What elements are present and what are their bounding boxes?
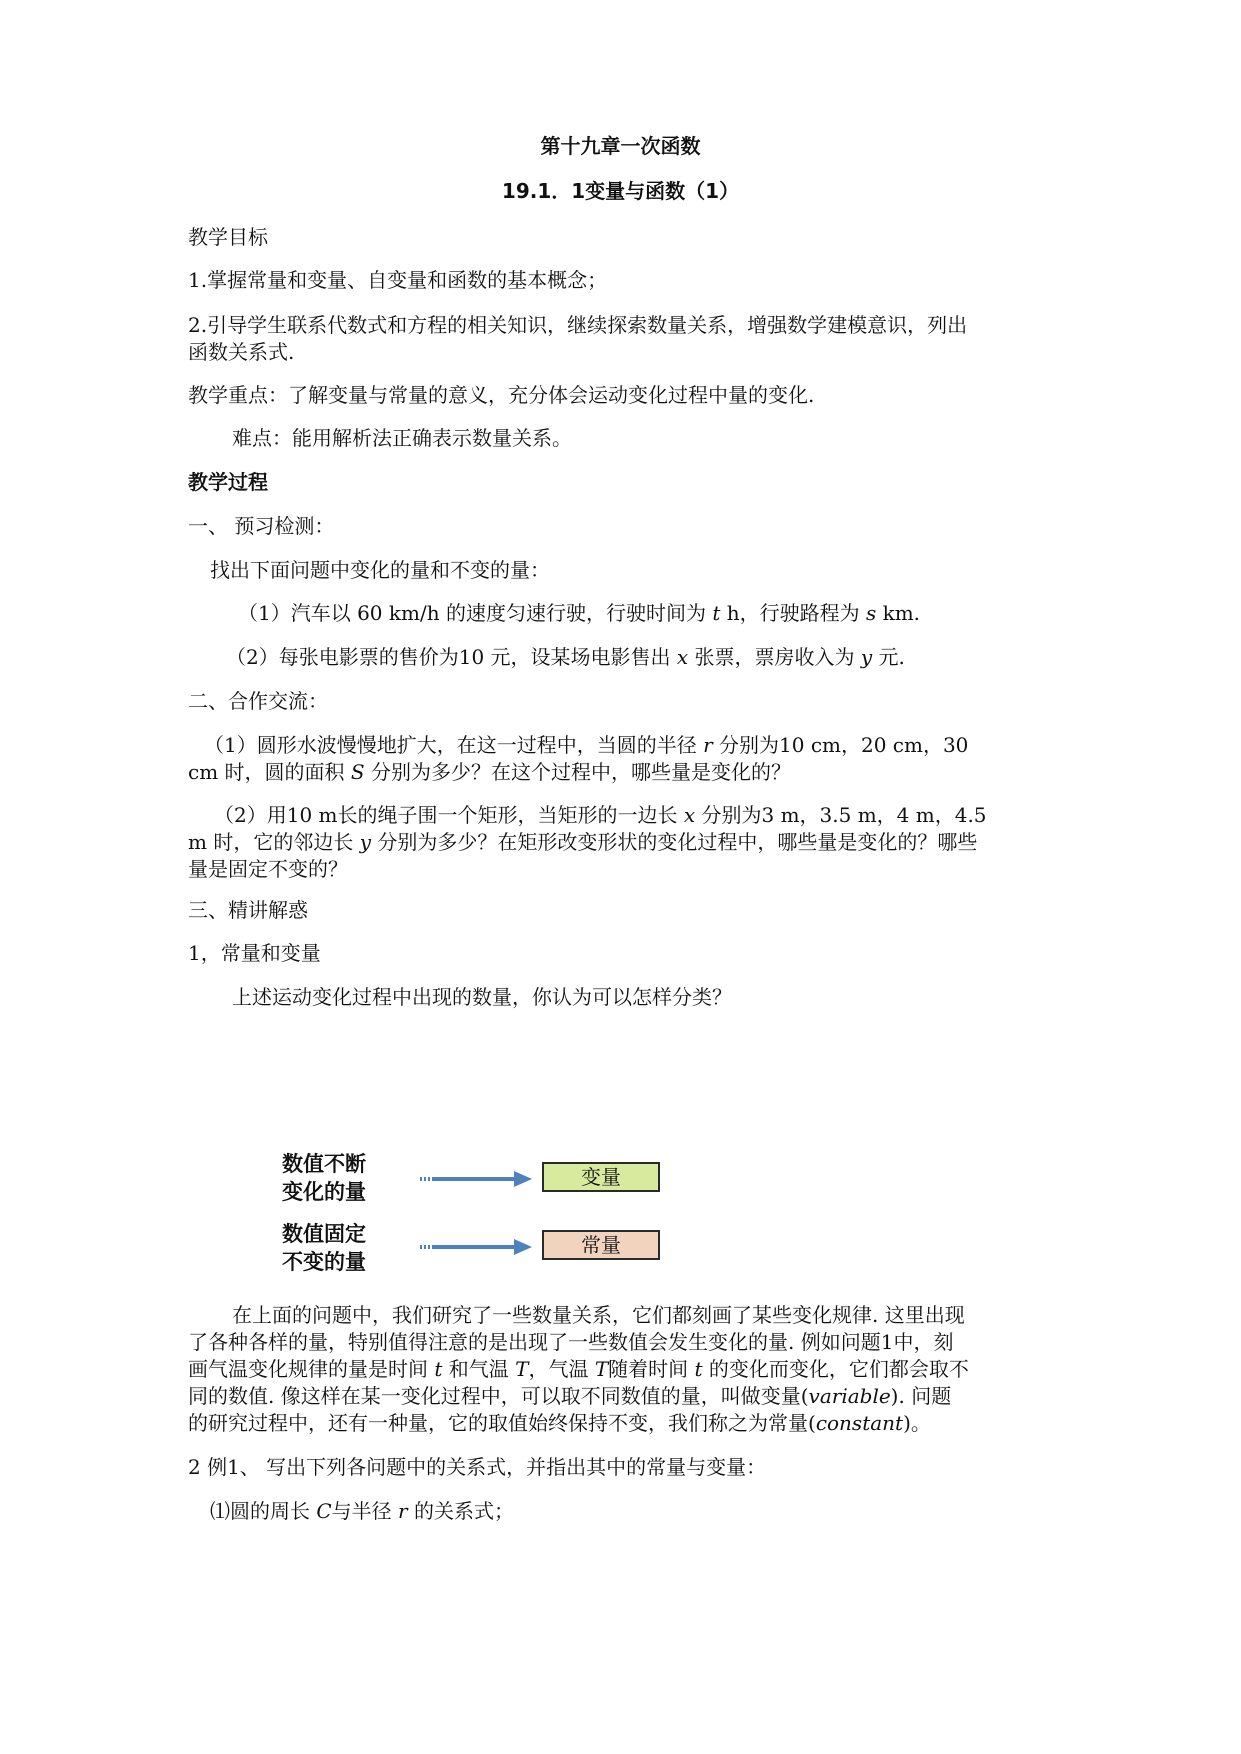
sub1-heading: 1，常量和变量 <box>188 941 321 965</box>
part2-question-2-line2: m 时，它的邻边长 y 分别为多少？在矩形改变形状的变化过程中，哪些量是变化的？哪些 <box>188 830 978 854</box>
part2-heading: 二、合作交流： <box>188 689 328 713</box>
key-point: 教学重点：了解变量与常量的意义，充分体会运动变化过程中量的变化. <box>188 383 815 407</box>
part1-question-2: （2）每张电影票的售价为10 元，设某场电影售出 x 张票，票房收入为 y 元. <box>226 645 905 669</box>
chapter-title: 第十九章一次函数 <box>540 134 701 158</box>
process-heading: 教学过程 <box>188 470 268 494</box>
part1-question-1: （1）汽车以 60 km/h 的速度匀速行驶，行驶时间为 t h，行驶路程为 s km. <box>238 601 921 625</box>
arrow-to-constant <box>418 1236 534 1258</box>
part2-question-1-line1: （1）圆形水波慢慢地扩大，在这一过程中，当圆的半径 r 分别为10 cm，20 cm，30 <box>204 733 969 757</box>
paragraph-line-4: 同的数值. 像这样在某一变化过程中，可以取不同数值的量，叫做变量(variable). 问题 <box>188 1384 952 1408</box>
objective-1: 1.掌握常量和变量、自变量和函数的基本概念； <box>188 268 608 292</box>
objective-2-line2: 函数关系式. <box>188 340 295 364</box>
part2-question-1-line2: cm 时，圆的面积 S 分别为多少？在这个过程中，哪些量是变化的？ <box>188 760 791 784</box>
part1-intro: 找出下面问题中变化的量和不变的量： <box>210 558 550 582</box>
part2-question-2-line3: 量是固定不变的？ <box>188 857 348 881</box>
diagram-label-constant-line1: 数值固定 <box>282 1222 366 1246</box>
diagram-label-variable-line2: 变化的量 <box>282 1180 366 1204</box>
part3-heading: 三、精讲解惑 <box>188 898 308 922</box>
objective-2-line1: 2.引导学生联系代数式和方程的相关知识，继续探索数量关系，增强数学建模意识，列出 <box>188 313 968 337</box>
paragraph-line-1: 在上面的问题中，我们研究了一些数量关系，它们都刻画了某些变化规律. 这里出现 <box>232 1303 965 1327</box>
box-constant: 常量 <box>542 1230 660 1260</box>
section-title: 19.1．1变量与函数（1） <box>501 179 740 203</box>
paragraph-line-5: 的研究过程中，还有一种量，它的取值始终保持不变，我们称之为常量(constant)。 <box>188 1411 931 1435</box>
example-question-1: ⑴圆的周长 C与半径 r 的关系式； <box>210 1499 514 1523</box>
example-heading: 2 例1、 写出下列各问题中的关系式，并指出其中的常量与变量： <box>188 1455 767 1479</box>
objectives-heading: 教学目标 <box>188 225 268 249</box>
arrow-to-variable <box>418 1168 534 1190</box>
part1-heading: 一、 预习检测： <box>188 514 335 538</box>
diagram-label-constant-line2: 不变的量 <box>282 1250 366 1274</box>
part2-question-2-line1: （2）用10 m长的绳子围一个矩形，当矩形的一边长 x 分别为3 m，3.5 m，4 m，4.5 <box>214 803 987 827</box>
paragraph-line-2: 了各种各样的量，特别值得注意的是出现了一些数值会发生变化的量. 例如问题1中，刻 <box>188 1330 954 1354</box>
sub1-question: 上述运动变化过程中出现的数量，你认为可以怎样分类？ <box>232 985 732 1009</box>
box-variable: 变量 <box>542 1162 660 1192</box>
classification-diagram <box>280 1150 700 1290</box>
diagram-label-variable-line1: 数值不断 <box>282 1152 366 1176</box>
paragraph-line-3: 画气温变化规律的量是时间 t 和气温 T，气温 T随着时间 t 的变化而变化，它们都会取不 <box>188 1357 969 1381</box>
difficult-point: 难点：能用解析法正确表示数量关系。 <box>232 426 572 450</box>
